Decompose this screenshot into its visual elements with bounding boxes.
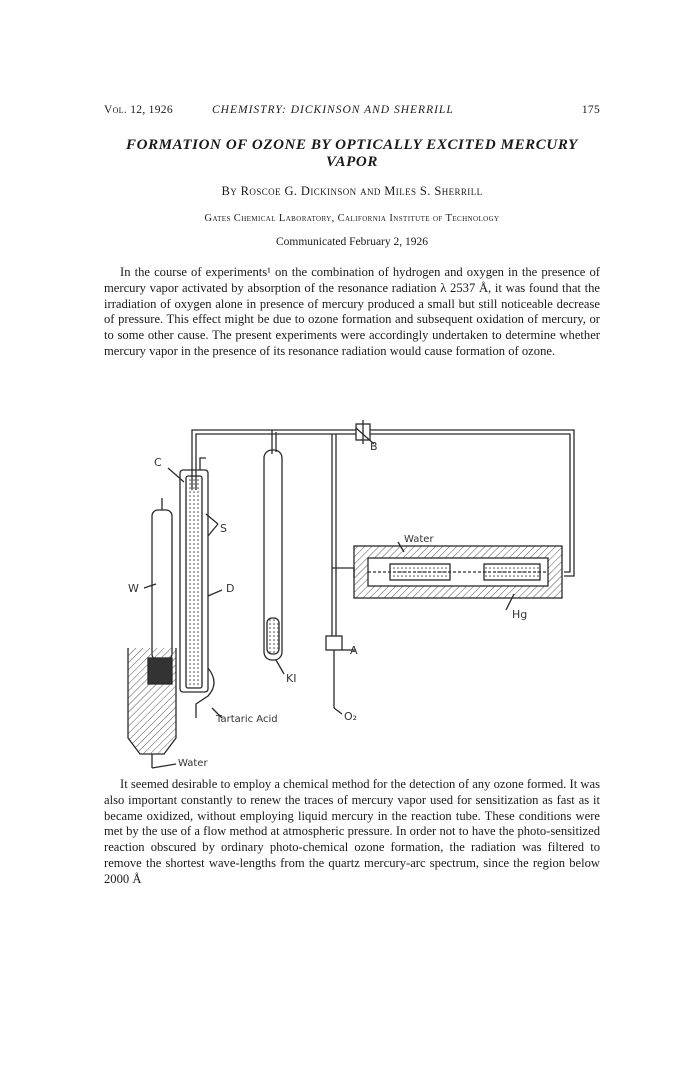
article-authors: By Roscoe G. Dickinson and Miles S. Sherrill xyxy=(221,184,483,198)
apparatus-diagram xyxy=(104,418,600,778)
label-water-bottom: Water xyxy=(178,758,208,769)
label-w: W xyxy=(128,582,139,595)
label-hg: Hg xyxy=(512,608,528,621)
author-affiliation: Gates Chemical Laboratory, California Institute of Technology xyxy=(204,213,500,224)
label-d: D xyxy=(226,582,235,595)
article-title: FORMATION OF OZONE BY OPTICALLY EXCITED MERCURY VAPOR xyxy=(126,137,578,170)
label-water-top: Water xyxy=(404,534,434,545)
label-b: B xyxy=(370,440,378,453)
journal-heading: CHEMISTRY: DICKINSON AND SHERRILL xyxy=(212,104,454,116)
running-head xyxy=(104,104,600,122)
label-ki: KI xyxy=(286,672,297,685)
volume-label: Vol. 12, 1926 xyxy=(104,104,173,116)
page-number: 175 xyxy=(581,104,600,116)
paragraph-2: It seemed desirable to employ a chemical method for the detection of any ozone formed. It was also important constantly to renew the traces of mercury vapor used for sensitization as fast as it became oxidized, without employing liquid mercury in the reaction tube. These conditions were met by the use of a flow method at atmospheric pressure. In order not to have the photo-sensitized reaction obscured by ordinary photo-chemical ozone formation, the radiation was filtered to remove the shortest wave-lengths from the quartz mercury-arc spectrum, since the region below 2000 Å xyxy=(104,777,600,886)
paragraph-1: In the course of experiments¹ on the combination of hydrogen and oxygen in the presence of mercury vapor activated by absorption of the resonance radiation λ 2537 Å, it was found that the irradiation of oxygen alone in presence of mercury produced a small but still noticeable decrease of pressure. This effect might be due to ozone formation and subsequent oxidation of mercury, or to some other cause. The present experiments were accordingly undertaken to determine whether mercury vapor in the presence of its resonance radiation would cause formation of ozone. xyxy=(104,265,600,358)
label-o2: O₂ xyxy=(344,710,358,723)
apparatus-figure xyxy=(104,418,600,778)
label-c: C xyxy=(154,456,162,469)
communicated-date: Communicated February 2, 1926 xyxy=(275,236,429,248)
label-tartaric-acid: Tartaric Acid xyxy=(216,714,278,725)
valve-a xyxy=(326,636,342,650)
label-s: S xyxy=(220,522,227,535)
label-a: A xyxy=(350,644,358,657)
